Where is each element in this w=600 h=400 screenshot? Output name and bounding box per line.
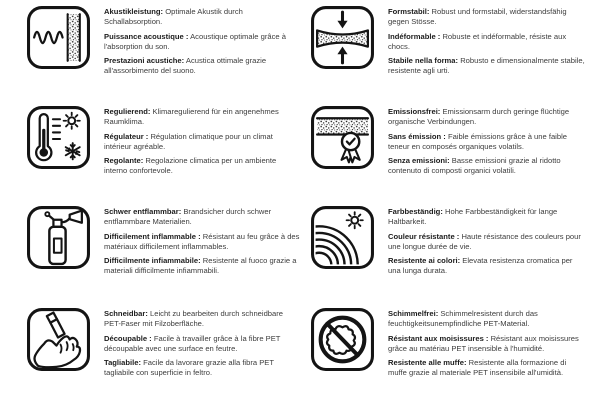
fire-extinguisher-icon (26, 205, 91, 270)
paragraph-it: Tagliabile: Facile da lavorare grazie alla fibra PET tagliabile con superficie in feltro. (104, 358, 274, 378)
paragraph-fr: Résistant aux moisissures : Résistant aux moisissures grâce au matériau PET insensible à l'humidité. (388, 333, 579, 353)
paragraph-de: Schneidbar: Leicht zu bearbeiten durch schneidbare PET-Faser mit Filzoberfläche. (104, 309, 283, 329)
feature-flame-resistant (26, 205, 310, 307)
paragraph-it: Stabile nella forma: Robusto e dimensionalmente stabile, resistente agli urti. (388, 56, 585, 76)
feature-color-fast (310, 205, 600, 307)
paragraph-it: Senza emissioni: Basse emissioni grazie al ridotto contenuto di composti organici volatili. (388, 156, 561, 176)
paragraph-de: Regulierend: Klimaregulierend für ein angenehmes Raumklima. (104, 107, 279, 127)
paragraph-fr: Difficilement inflammable : Résistant au feu grâce à des matériaux difficilement inflammables. (104, 231, 300, 251)
feature-acoustic (26, 5, 310, 105)
paragraph-fr: Couleur résistante : Haute résistance des couleurs pour une longue durée de vie. (388, 231, 581, 251)
cutting-hand-icon (26, 307, 91, 372)
paragraph-it: Prestazioni acustiche: Acustica ottimale grazie all'assorbimento del suono. (104, 56, 267, 76)
sound-absorption-icon (26, 5, 91, 70)
feature-cuttable (26, 307, 310, 383)
paragraph-de: Schimmelfrei: Schimmelresistent durch das feuchtigkeitsunempfindliche PET-Material. (388, 309, 538, 329)
shape-stability-icon (310, 5, 375, 70)
low-emission-certificate-icon (310, 105, 375, 170)
paragraph-it: Difficilmente infiammabile: Resistente al fuoco grazie a materiali difficilmente infiammabili. (104, 256, 297, 276)
feature-emission-free (310, 105, 600, 205)
color-fastness-icon (310, 205, 375, 270)
feature-mold-free (310, 307, 600, 383)
paragraph-it: Resistente ai colori: Elevata resistenza cromatica per una lunga durata. (388, 256, 573, 276)
paragraph-de: Akustikleistung: Optimale Akustik durch Schallabsorption. (104, 7, 243, 27)
paragraph-it: Regolante: Regolazione climatica per un ambiente interno confortevole. (104, 156, 277, 176)
paragraph-de: Farbbeständig: Hohe Farbbeständigkeit für lange Haltbarkeit. (388, 207, 558, 227)
paragraph-fr: Puissance acoustique : Acoustique optimale grâce à l'absorption du son. (104, 31, 286, 51)
paragraph-fr: Indéformable : Robuste et indéformable, résiste aux chocs. (388, 31, 567, 51)
feature-climate (26, 105, 310, 205)
paragraph-de: Schwer entflammbar: Brandsicher durch schwer entflammbare Materialien. (104, 207, 272, 227)
paragraph-fr: Régulateur : Régulation climatique pour un climat intérieur agréable. (104, 131, 273, 151)
paragraph-de: Formstabil: Robust und formstabil, widerstandsfähig gegen Stösse. (388, 7, 567, 27)
climate-regulation-icon (26, 105, 91, 170)
feature-form-stability (310, 5, 600, 105)
no-mold-icon (310, 307, 375, 372)
paragraph-fr: Découpable : Facile à travailler grâce à la fibre PET découpable avec une surface en feutre. (104, 333, 281, 353)
paragraph-fr: Sans émission : Faible émissions grâce à une faible teneur en composés organiques volatils. (388, 131, 567, 151)
paragraph-it: Resistente alle muffe: Resistente alla formazione di muffe grazie al materiale PET insensibile all'umidità. (388, 358, 567, 378)
paragraph-de: Emissionsfrei: Emissionsarm durch geringe flüchtige organische Verbindungen. (388, 107, 570, 127)
